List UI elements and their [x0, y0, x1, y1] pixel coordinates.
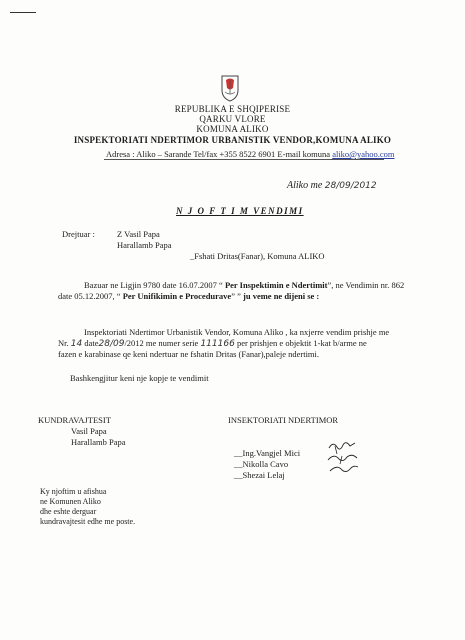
paragraph1-line2	[58, 291, 319, 301]
kundravajtesit-name-2: Harallamb Papa	[71, 437, 126, 447]
attachment-note: Bashkengjitur keni nje kopje te vendimit	[70, 373, 209, 383]
inspektoriati-member-2: __Nikolla Cavo	[234, 459, 289, 469]
address-line	[106, 149, 395, 159]
date-prefix: Aliko me	[287, 180, 325, 191]
p1-text-c: ”, ne Vendimin nr. 862	[327, 280, 405, 290]
paragraph2-line2	[58, 338, 367, 349]
kundravajtesit-name-1: Vasil Papa	[71, 426, 107, 436]
p1-law-name: Per Inspektimin e Ndertimit	[224, 280, 328, 290]
member-2-name: Nikolla Cavo	[242, 459, 289, 469]
header-qarku: QARKU VLORE	[199, 114, 266, 124]
footer-note-line2: ne Komunen Aliko	[40, 497, 101, 506]
p1-text-a: Bazuar ne Ligjin 9780 date 16.07.2007 “	[84, 280, 225, 290]
inspektoriati-member-3: __Shezai Lelaj	[234, 470, 285, 480]
p2-decision-date: 28/09	[98, 339, 125, 349]
address-text: Adresa : Aliko – Sarande Tel/fax +355 8522 6901 E-mail komuna	[106, 149, 333, 159]
footer-note-line4: kundravajtesit edhe me poste.	[40, 517, 136, 526]
header-inspektoriati: INSPEKTORIATI NDERTIMOR URBANISTIK VENDOR,KOMUNA ALIKO	[73, 135, 392, 145]
p2-text-d: per prishjen e objektit 1-kat b/arme ne	[234, 338, 367, 348]
date-line	[287, 180, 377, 191]
p1-text-e: ” ”	[231, 291, 244, 301]
member-1-name: Ing.Vangjel Mici	[242, 448, 301, 458]
p2-decision-number: 14	[70, 339, 83, 349]
paragraph1-line1	[84, 280, 404, 290]
header-republic: REPUBLIKA E SHQIPERISE	[174, 104, 291, 114]
inspektoriati-heading: INSEKTORIATI NDERTIMOR	[228, 415, 339, 425]
inspektoriati-member-1: __Ing.Vangjel Mici	[234, 448, 301, 458]
p2-nr-label: Nr.	[58, 338, 71, 348]
kundravajtesit-heading: KUNDRAVAJTESIT	[38, 415, 111, 425]
document-title: N J O F T I M VENDIMI	[176, 206, 304, 216]
handwritten-signatures-icon	[325, 440, 359, 478]
p1-text-d: date 05.12.2007, “	[58, 291, 123, 301]
paragraph2-line3: fazen e karabinase qe keni ndertuar ne fshatin Dritas (Fanar),paleje ndertimi.	[58, 349, 320, 359]
header-komuna: KOMUNA ALIKO	[196, 124, 269, 134]
recipient-name-1: Z Vasil Papa	[117, 229, 160, 239]
recipient-name-2: Harallamb Papa	[117, 240, 172, 250]
p2-date-label: date	[82, 338, 99, 348]
header-rule	[104, 159, 384, 160]
p2-serie-number: 111166	[200, 339, 235, 349]
p1-decision-name: Per Unifikimin e Procedurave	[122, 291, 232, 301]
footer-note-line3: dhe eshte derguar	[40, 507, 97, 516]
recipient-label: Drejtuar :	[62, 229, 95, 239]
p2-serie-label: /2012 me numer serie	[124, 338, 201, 348]
email-link[interactable]: aliko@yahoo.com	[332, 149, 395, 159]
footer-note-line1: Ky njoftim u afishua	[40, 487, 107, 496]
member-3-name: Shezai Lelaj	[242, 470, 285, 480]
p1-notice: ju veme ne dijeni se :	[243, 291, 320, 301]
recipient-location: _Fshati Dritas(Fanar), Komuna ALIKO	[190, 251, 325, 261]
margin-dash	[10, 12, 36, 13]
paragraph2-line1: Inspektoriati Ndertimor Urbanistik Vendor, Komuna Aliko , ka nxjerre vendim prishje me	[84, 327, 390, 337]
date-handwritten: 28/09/2012	[324, 181, 377, 191]
albania-emblem-icon	[221, 74, 239, 102]
